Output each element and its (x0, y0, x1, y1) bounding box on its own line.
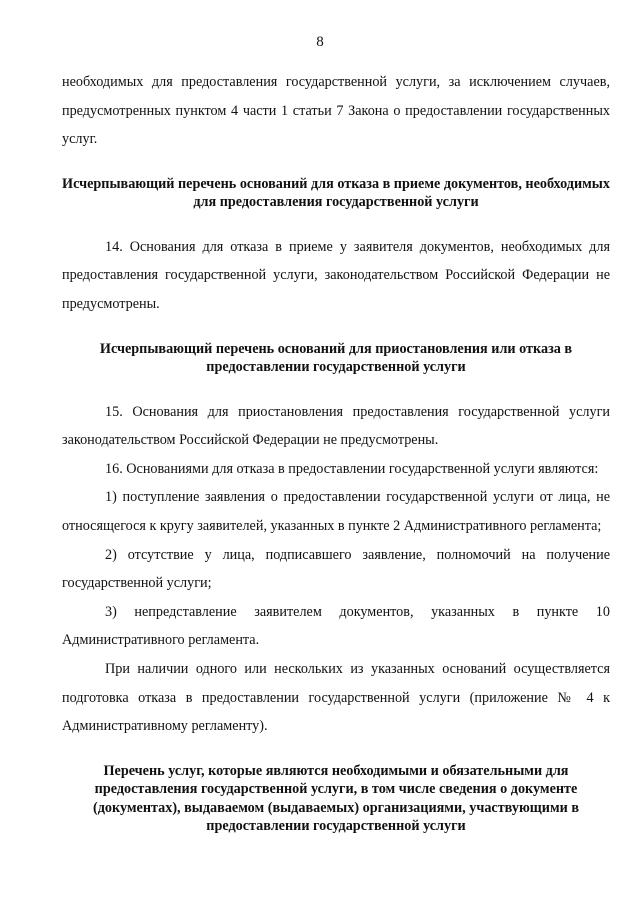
document-body (62, 68, 610, 836)
page-number: 8 (316, 34, 324, 50)
section-heading-refusal-documents: Исчерпывающий перечень оснований для отказа в приеме документов, необходимых для предоставления государственной услуги (62, 175, 610, 211)
paragraph-16-item-1: 1) поступление заявления о предоставлении государственной услуги от лица, не относящегося к кругу заявителей, указанных в пункте 2 Административного регламента; (62, 489, 610, 534)
paragraph-16-item-3: 3) непредставление заявителем документов, указанных в пункте 10 Административного регламента. (62, 603, 610, 649)
section-heading-necessary-services: Перечень услуг, которые являются необходимыми и обязательными для предоставления государственной услуги, в том числе сведения о документе (документах), выдаваемом (выдаваемых) организациями, участвующими в предоставлении государственной услуги (92, 762, 579, 835)
section-heading-suspension-refusal: Исчерпывающий перечень оснований для приостановления или отказа в предоставлении государственной услуги (99, 340, 573, 376)
intro-paragraph: необходимых для предоставления государственной услуги, за исключением случаев, предусмотренных пунктом 4 части 1 статьи 7 Закона о предоставлении государственных услуг. (62, 74, 610, 148)
paragraph-15: 15. Основания для приостановления предоставления государственной услуги законодательством Российской Федерации не предусмотрены. (62, 403, 610, 449)
paragraph-16-item-2: 2) отсутствие у лица, подписавшего заявление, полномочий на получение государственной услуги; (62, 546, 610, 592)
paragraph-14: 14. Основания для отказа в приеме у заявителя документов, необходимых для предоставления государственной услуги, законодательством Российской Федерации не предусмотрены. (62, 238, 610, 312)
paragraph-16: 16. Основаниями для отказа в предоставлении государственной услуги являются: (105, 460, 599, 477)
paragraph-16-conclusion: При наличии одного или нескольких из указанных оснований осуществляется подготовка отказа в предоставлении государственной услуги (приложение № 4 к Административному регламенту). (62, 660, 610, 735)
